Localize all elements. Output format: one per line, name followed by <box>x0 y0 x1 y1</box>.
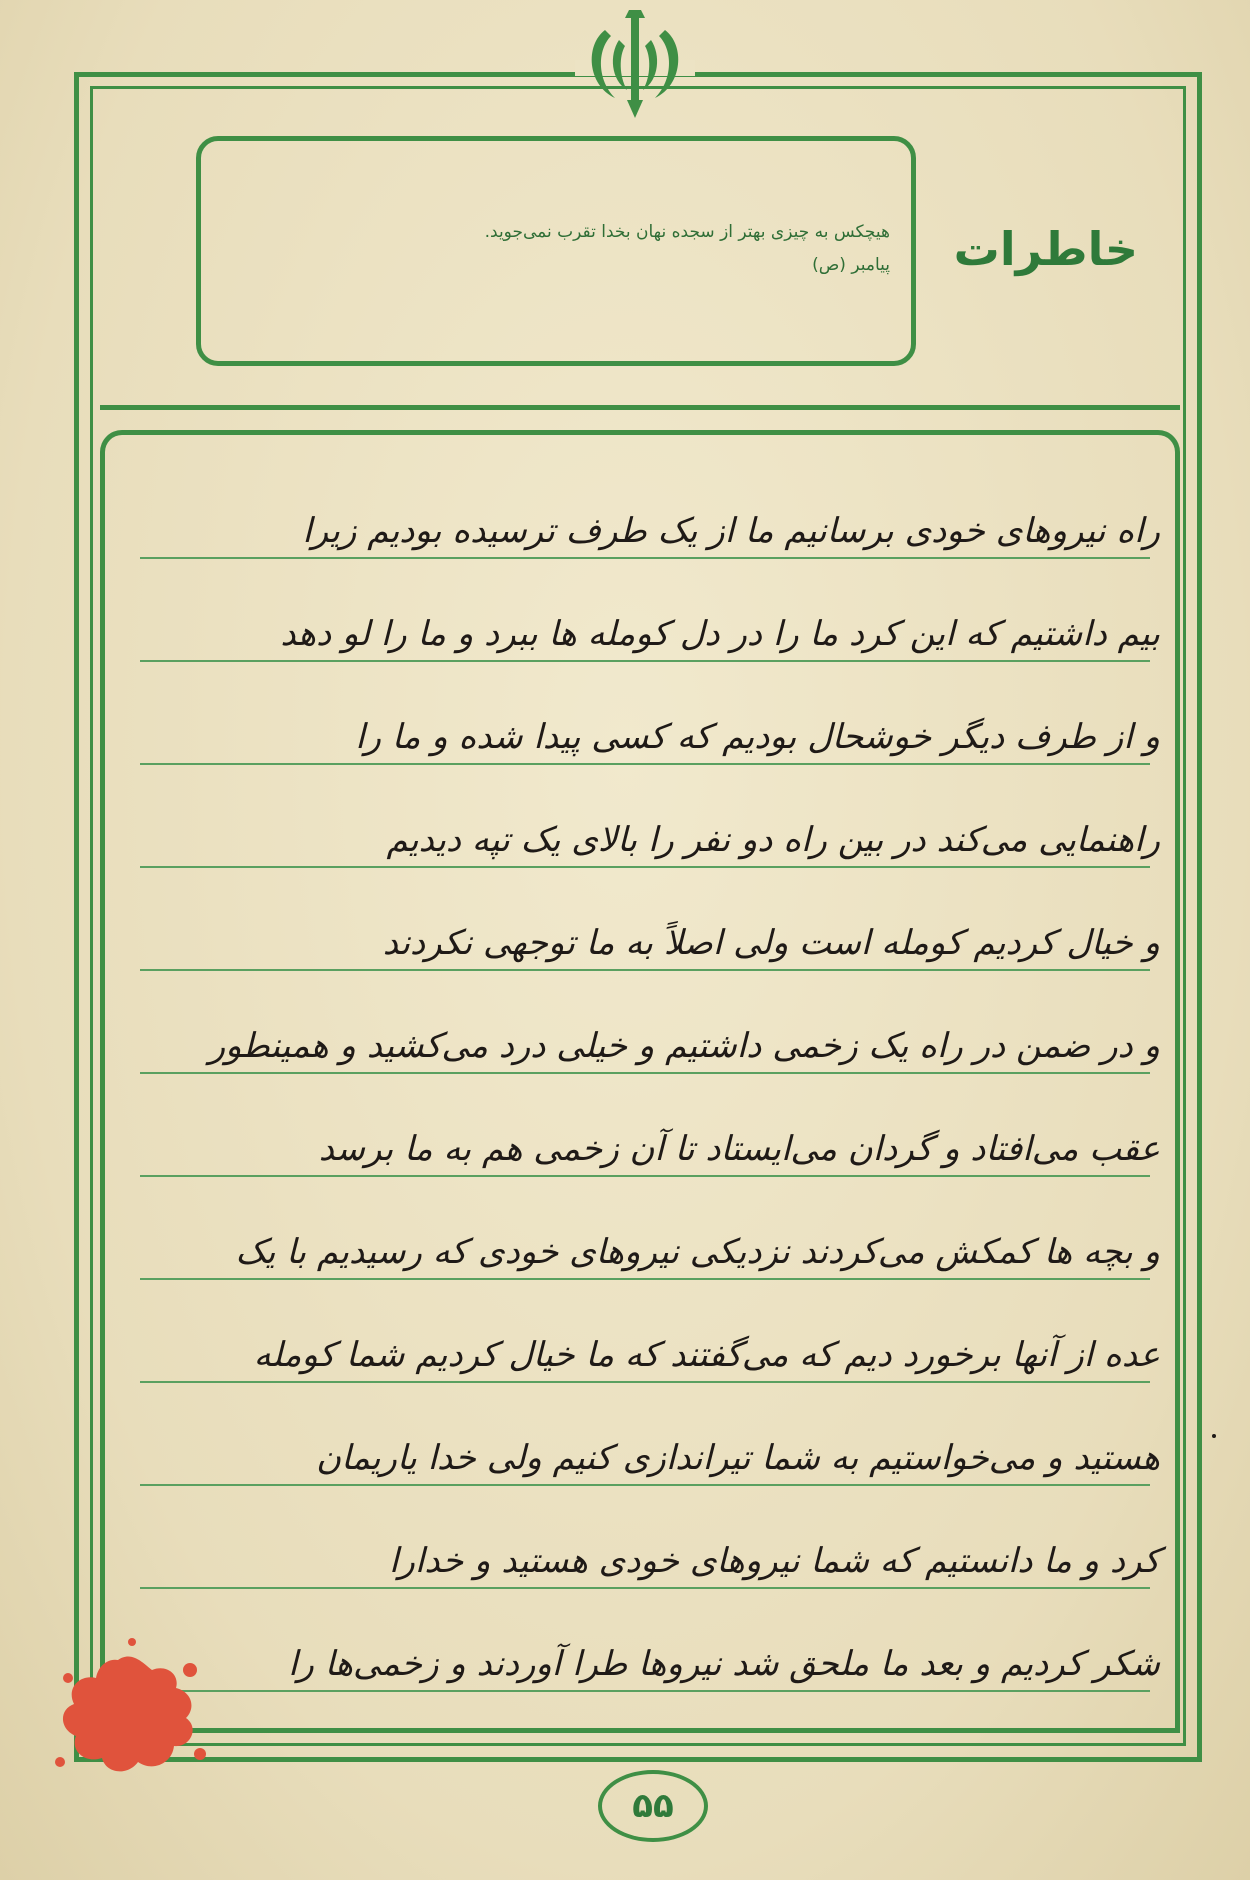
page-number: ۵۵ <box>632 1786 674 1826</box>
text-line: عقب می‌افتاد و گردان می‌ایستاد تا آن زخمی هم به ما برسد <box>120 1088 1160 1191</box>
blood-splat-icon <box>40 1630 220 1800</box>
text-line: عده از آنها برخورد دیم که می‌گفتند که ما خیال کردیم شما کومله <box>120 1294 1160 1397</box>
text-line: و از طرف دیگر خوشحال بودیم که کسی پیدا شده و ما را <box>120 676 1160 779</box>
text-line: و خیال کردیم کومله است ولی اصلاً به ما توجهی نکردند <box>120 882 1160 985</box>
quote <box>370 218 890 280</box>
text-line: راهنمایی می‌کند در بین راه دو نفر را بالای یک تپه دیدیم <box>120 779 1160 882</box>
text-line: و بچه ها کمکش می‌کردند نزدیکی نیروهای خودی که رسیدیم با یک <box>120 1191 1160 1294</box>
ink-dot <box>1212 1434 1216 1438</box>
header-divider <box>100 405 1180 410</box>
text-line: هستید و می‌خواستیم به شما تیراندازی کنیم ولی خدا یاریمان <box>120 1397 1160 1500</box>
quote-source: پیامبر (ص) <box>812 254 890 275</box>
text-line: و در ضمن در راه یک زخمی داشتیم و خیلی درد می‌کشید و همینطور <box>120 985 1160 1088</box>
emblem-icon <box>575 0 695 125</box>
bottom-rule <box>100 1728 1180 1733</box>
handwritten-text <box>120 470 1160 1706</box>
text-line: کرد و ما دانستیم که شما نیروهای خودی هستید و خدارا <box>120 1500 1160 1603</box>
text-line: بیم داشتیم که این کرد ما را در دل کومله ها ببرد و ما را لو دهد <box>120 573 1160 676</box>
quote-text: هیچکس به چیزی بهتر از سجده نهان بخدا تقرب نمی‌جوید. <box>484 222 890 242</box>
text-line: شکر کردیم و بعد ما ملحق شد نیروها طرا آوردند و زخمی‌ها را <box>120 1603 1160 1706</box>
section-title: خاطرات <box>953 222 1138 276</box>
text-line: راه نیروهای خودی برسانیم ما از یک طرف ترسیده بودیم زیرا <box>120 470 1160 573</box>
page-number-badge <box>598 1770 708 1842</box>
